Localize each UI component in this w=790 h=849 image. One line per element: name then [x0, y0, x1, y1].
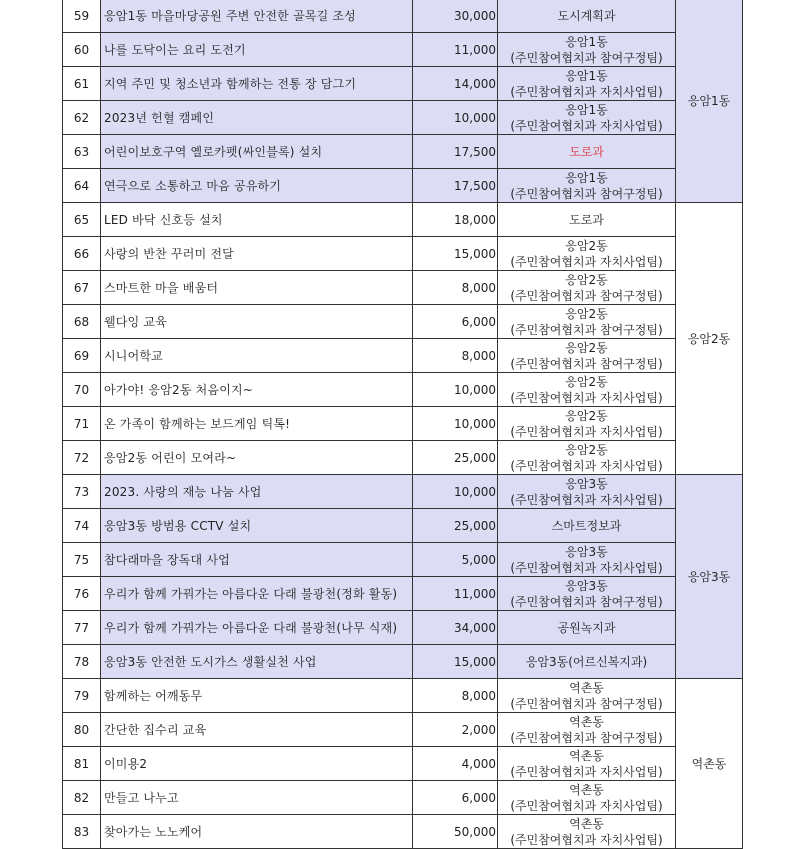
project-title: 2023. 사랑의 재능 나눔 사업: [101, 475, 413, 509]
department-name: 응암3동: [565, 476, 608, 491]
project-title: 어린이보호구역 옐로카펫(싸인블록) 설치: [101, 135, 413, 169]
budget-amount: 25,000: [413, 509, 498, 543]
department: [498, 373, 676, 407]
department-name: 역촌동: [569, 782, 604, 797]
budget-amount: 25,000: [413, 441, 498, 475]
table-row: [63, 407, 743, 441]
table-row: [63, 645, 743, 679]
project-title: 응암3동 안전한 도시가스 생활실천 사업: [101, 645, 413, 679]
budget-amount: 6,000: [413, 305, 498, 339]
department: [498, 441, 676, 475]
row-number: 60: [63, 33, 101, 67]
department-name: 응암3동(어르신복지과): [525, 654, 648, 669]
department-name: 응암2동: [565, 306, 608, 321]
budget-amount: 10,000: [413, 475, 498, 509]
budget-amount: 11,000: [413, 577, 498, 611]
row-number: 63: [63, 135, 101, 169]
department: [498, 543, 676, 577]
row-number: 65: [63, 203, 101, 237]
budget-amount: 10,000: [413, 407, 498, 441]
budget-amount: 2,000: [413, 713, 498, 747]
department-team: (주민참여협치과 참여구정팀): [510, 356, 663, 371]
budget-amount: 5,000: [413, 543, 498, 577]
region-label: 응암1동: [676, 0, 743, 203]
project-title: LED 바닥 신호등 설치: [101, 203, 413, 237]
table-row: [63, 135, 743, 169]
row-number: 75: [63, 543, 101, 577]
row-number: 76: [63, 577, 101, 611]
department: [498, 33, 676, 67]
department-team: (주민참여협치과 참여구정팀): [510, 696, 663, 711]
table-row: [63, 441, 743, 475]
project-title: 온 가족이 함께하는 보드게임 틱톡!: [101, 407, 413, 441]
row-number: 68: [63, 305, 101, 339]
department: [498, 203, 676, 237]
table-row: [63, 339, 743, 373]
department-name: 응암2동: [565, 374, 608, 389]
department-name: 응암1동: [565, 170, 608, 185]
budget-amount: 15,000: [413, 645, 498, 679]
department-name: 공원녹지과: [557, 620, 616, 635]
department: [498, 747, 676, 781]
project-table: [62, 0, 743, 849]
table-row: [63, 33, 743, 67]
department-team: (주민참여협치과 자치사업팀): [510, 254, 663, 269]
project-title: 참다래마을 장독대 사업: [101, 543, 413, 577]
row-number: 80: [63, 713, 101, 747]
department-name: 응암1동: [565, 68, 608, 83]
row-number: 61: [63, 67, 101, 101]
department-team: (주민참여협치과 자치사업팀): [510, 560, 663, 575]
project-title: 응암3동 방범용 CCTV 설치: [101, 509, 413, 543]
department-team: (주민참여협치과 참여구정팀): [510, 288, 663, 303]
department-name: 응암2동: [565, 442, 608, 457]
budget-amount: 4,000: [413, 747, 498, 781]
department: [498, 713, 676, 747]
budget-amount: 18,000: [413, 203, 498, 237]
department: [498, 237, 676, 271]
department: [498, 475, 676, 509]
department: [498, 339, 676, 373]
department-name: 도시계획과: [557, 8, 616, 23]
table-row: [63, 815, 743, 849]
row-number: 78: [63, 645, 101, 679]
budget-amount: 14,000: [413, 67, 498, 101]
row-number: 83: [63, 815, 101, 849]
department-name: 도로과: [569, 212, 604, 227]
table-row: [63, 373, 743, 407]
department-team: (주민참여협치과 자치사업팀): [510, 798, 663, 813]
budget-amount: 15,000: [413, 237, 498, 271]
row-number: 64: [63, 169, 101, 203]
department: [498, 645, 676, 679]
project-title: 웰다잉 교육: [101, 305, 413, 339]
department-name: 역촌동: [569, 714, 604, 729]
table-row: [63, 271, 743, 305]
department: [498, 305, 676, 339]
budget-amount: 17,500: [413, 169, 498, 203]
department-team: (주민참여협치과 자치사업팀): [510, 118, 663, 133]
budget-amount: 10,000: [413, 101, 498, 135]
table-row: [63, 713, 743, 747]
budget-amount: 50,000: [413, 815, 498, 849]
department-team: (주민참여협치과 참여구정팀): [510, 594, 663, 609]
department: [498, 611, 676, 645]
row-number: 71: [63, 407, 101, 441]
budget-amount: 11,000: [413, 33, 498, 67]
project-title: 만들고 나누고: [101, 781, 413, 815]
department-name: 응암2동: [565, 272, 608, 287]
department-team: (주민참여협치과 자치사업팀): [510, 764, 663, 779]
table-row: [63, 577, 743, 611]
project-title: 연극으로 소통하고 마음 공유하기: [101, 169, 413, 203]
project-title: 우리가 함께 가꿔가는 아름다운 다래 불광천(나무 식재): [101, 611, 413, 645]
project-title: 함께하는 어깨동무: [101, 679, 413, 713]
department-team: (주민참여협치과 참여구정팀): [510, 50, 663, 65]
table-row: [63, 509, 743, 543]
department-name: 스마트정보과: [551, 518, 622, 533]
department-team: (주민참여협치과 자치사업팀): [510, 424, 663, 439]
table-row: [63, 679, 743, 713]
project-title: 우리가 함께 가꿔가는 아름다운 다래 불광천(정화 활동): [101, 577, 413, 611]
budget-amount: 8,000: [413, 271, 498, 305]
table-row: [63, 611, 743, 645]
department-team: (주민참여협치과 자치사업팀): [510, 84, 663, 99]
department: [498, 577, 676, 611]
department-name: 응암3동: [565, 544, 608, 559]
project-title: 사랑의 반찬 꾸러미 전달: [101, 237, 413, 271]
project-title: 스마트한 마을 배움터: [101, 271, 413, 305]
table-row: [63, 781, 743, 815]
table-row: [63, 543, 743, 577]
table-row: [63, 169, 743, 203]
table-row: [63, 305, 743, 339]
budget-amount: 6,000: [413, 781, 498, 815]
department-team: (주민참여협치과 자치사업팀): [510, 492, 663, 507]
project-title: 2023년 헌혈 캠페인: [101, 101, 413, 135]
department: [498, 67, 676, 101]
department-name: 응암2동: [565, 408, 608, 423]
table-row: [63, 747, 743, 781]
department-team: (주민참여협치과 참여구정팀): [510, 186, 663, 201]
department-name: 응암2동: [565, 238, 608, 253]
project-title: 아가야! 응암2동 처음이지~: [101, 373, 413, 407]
project-title: 간단한 집수리 교육: [101, 713, 413, 747]
row-number: 70: [63, 373, 101, 407]
department-name: 도로과: [569, 144, 604, 159]
department-name: 역촌동: [569, 816, 604, 831]
department-name: 응암1동: [565, 34, 608, 49]
region-label: 역촌동: [676, 679, 743, 849]
department-team: (주민참여협치과 참여구정팀): [510, 730, 663, 745]
department: [498, 407, 676, 441]
budget-amount: 30,000: [413, 0, 498, 33]
project-title: 시니어학교: [101, 339, 413, 373]
table-row: [63, 101, 743, 135]
department: [498, 781, 676, 815]
department: [498, 169, 676, 203]
department: [498, 679, 676, 713]
project-title: 응암1동 마을마당공원 주변 안전한 골목길 조성: [101, 0, 413, 33]
department-name: 역촌동: [569, 680, 604, 695]
department: [498, 101, 676, 135]
department: [498, 509, 676, 543]
table-row: [63, 0, 743, 33]
department-team: (주민참여협치과 자치사업팀): [510, 390, 663, 405]
region-label: 응암2동: [676, 203, 743, 475]
row-number: 72: [63, 441, 101, 475]
department-name: 역촌동: [569, 748, 604, 763]
department-team: (주민참여협치과 자치사업팀): [510, 458, 663, 473]
project-title: 이미용2: [101, 747, 413, 781]
row-number: 77: [63, 611, 101, 645]
project-title: 나를 도닥이는 요리 도전기: [101, 33, 413, 67]
region-label: 응암3동: [676, 475, 743, 679]
row-number: 81: [63, 747, 101, 781]
department: [498, 135, 676, 169]
row-number: 67: [63, 271, 101, 305]
table-row: [63, 67, 743, 101]
budget-amount: 8,000: [413, 679, 498, 713]
budget-amount: 10,000: [413, 373, 498, 407]
table-row: [63, 203, 743, 237]
row-number: 69: [63, 339, 101, 373]
department-name: 응암1동: [565, 102, 608, 117]
budget-amount: 8,000: [413, 339, 498, 373]
budget-amount: 34,000: [413, 611, 498, 645]
row-number: 79: [63, 679, 101, 713]
row-number: 82: [63, 781, 101, 815]
project-title: 찾아가는 노노케어: [101, 815, 413, 849]
row-number: 73: [63, 475, 101, 509]
row-number: 66: [63, 237, 101, 271]
row-number: 62: [63, 101, 101, 135]
department-name: 응암3동: [565, 578, 608, 593]
row-number: 74: [63, 509, 101, 543]
department: [498, 271, 676, 305]
department-team: (주민참여협치과 자치사업팀): [510, 832, 663, 847]
budget-amount: 17,500: [413, 135, 498, 169]
table-row: [63, 475, 743, 509]
project-title: 지역 주민 및 청소년과 함께하는 전통 장 담그기: [101, 67, 413, 101]
table-row: [63, 237, 743, 271]
department-team: (주민참여협치과 참여구정팀): [510, 322, 663, 337]
department-name: 응암2동: [565, 340, 608, 355]
row-number: 59: [63, 0, 101, 33]
project-title: 응암2동 어린이 모여라~: [101, 441, 413, 475]
department: [498, 815, 676, 849]
department: [498, 0, 676, 33]
